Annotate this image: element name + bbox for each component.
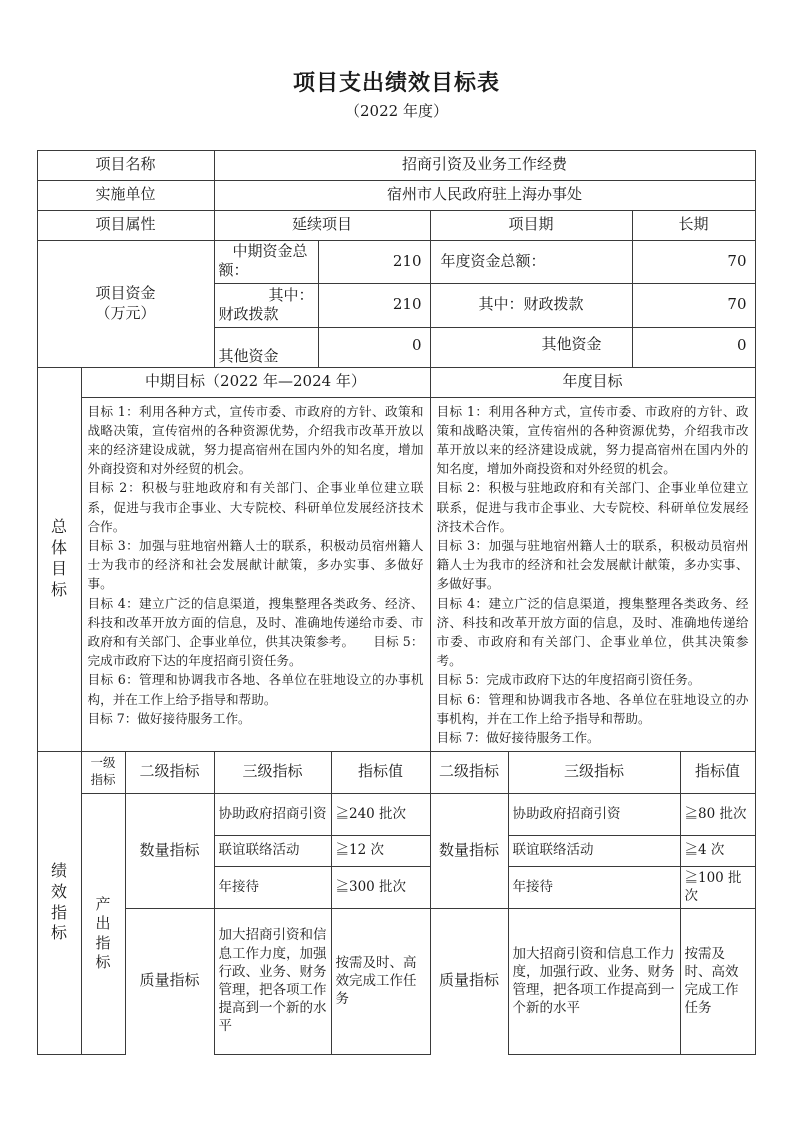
annual-total-label: 年度资金总额：: [430, 240, 633, 284]
mid-goal-item: 目标 7：做好接待服务工作。: [87, 710, 251, 726]
indicators-section-label: [37, 751, 82, 1055]
goals-section-label: [37, 367, 82, 752]
annual-goal-item: 目标 1：利用各种方式，宣传市委、市政府的方针、政策和战略决策，宣传宿州的各种资源优势，介绍我市改革开放以来的经济建设成就，努力提高宿州在国内外的知名度，增加外商投资和对外经贸的机会。: [436, 403, 749, 477]
indicators-label-char: 绩: [50, 860, 67, 880]
funds-label: [37, 240, 215, 368]
output-indicator-label: [81, 793, 126, 1055]
period-value: 长期: [632, 210, 756, 241]
annual-indicator-name: 年接待: [508, 866, 681, 909]
output-label-char: 标: [95, 953, 111, 971]
level1-header-line: 一级: [90, 755, 116, 771]
annual-quality-value: 按需及时、高效完成工作任务: [680, 908, 756, 1055]
mid-value-header: 指标值: [331, 751, 431, 794]
mid-indicator-value: ≧300 批次: [331, 866, 431, 909]
funds-label-line2: （万元）: [95, 303, 156, 322]
annual-indicator-value: ≧100 批次: [680, 866, 756, 909]
annual-goal-item: 目标 7：做好接待服务工作。: [436, 729, 600, 745]
mid-indicator-name: 联谊联络活动: [214, 835, 332, 867]
mid-goal-item: 目标 6：管理和协调我市各地、各单位在驻地设立的办事机构，并在工作上给予指导和帮助。: [87, 672, 424, 707]
mid-goal-item: 目标 3：加强与驻地宿州籍人士的联系，积极动员宿州籍人士为我市的经济和社会发展献计献策，多办实事、多做好事。: [87, 537, 424, 592]
mid-fiscal-value: 210: [318, 283, 431, 328]
annual-goal-item: 目标 3：加强与驻地宿州籍人士的联系，积极动员宿州籍人士为我市的经济和社会发展献计献策，多办实事、多做好事。: [436, 537, 749, 592]
unit-value: 宿州市人民政府驻上海办事处: [214, 180, 756, 211]
attribute-value: 延续项目: [214, 210, 431, 241]
mid-level2-header: 二级指标: [125, 751, 215, 794]
annual-quality-name: 加大招商引资和信息工作力度，加强行政、业务、财务管理，把各项工作提高到一个新的水平: [508, 908, 681, 1055]
indicators-label-char: 效: [50, 881, 67, 901]
project-name-value: 招商引资及业务工作经费: [214, 150, 756, 181]
annual-level2-header: 二级指标: [430, 751, 509, 794]
goals-label-char: 目: [50, 559, 67, 578]
mid-other-value: 0: [318, 327, 431, 368]
mid-level3-header: 三级指标: [214, 751, 332, 794]
annual-indicator-name: 联谊联络活动: [508, 835, 681, 867]
mid-goal-item: 目标 1：利用各种方式，宣传市委、市政府的方针、政策和战略决策，宣传宿州的各种资源优势，介绍我市改革开放以来的经济建设成就，努力提高宿州在国内外的知名度，增加外商投资和对外经贸的机会。: [87, 403, 424, 477]
funds-label-line1: 项目资金: [95, 284, 156, 302]
mid-goal-item: 目标 2：积极与驻地政府和有关部门、企事业单位建立联系，促进与我市企事业、大专院校、科研单位发展经济技术合作。: [87, 480, 424, 534]
annual-indicator-name: 协助政府招商引资: [508, 793, 681, 836]
period-label: 项目期: [430, 210, 633, 241]
indicators-label-char: 指: [50, 902, 67, 922]
mid-total-label-text: 中期资金总额：: [218, 241, 308, 279]
goals-label-char: 体: [50, 538, 67, 558]
page-subtitle-year: （2022 年度）: [345, 102, 448, 120]
goals-label-char: 总: [50, 517, 67, 537]
annual-indicator-value: ≧80 批次: [680, 793, 756, 836]
mid-quality-value: 按需及时、高效完成工作任务: [331, 908, 431, 1055]
mid-total-value: 210: [318, 240, 431, 284]
annual-total-value: 70: [632, 240, 756, 284]
indicators-label-char: 标: [50, 923, 67, 943]
output-label-char: 指: [95, 933, 111, 952]
mid-indicator-value: ≧240 批次: [331, 793, 431, 836]
mid-total-label: [214, 240, 319, 284]
level1-header-line: 指标: [90, 772, 116, 787]
level1-header: [81, 751, 126, 794]
unit-label: 实施单位: [37, 180, 215, 211]
annual-goal-item: 目标 2：积极与驻地政府和有关部门、企事业单位建立联系，促进与我市企事业、大专院校、科研单位发展经济技术合作。: [436, 480, 749, 534]
annual-level3-header: 三级指标: [508, 751, 681, 794]
mid-goals-text: [81, 397, 431, 752]
annual-goal-item: 目标 6：管理和协调我市各地、各单位在驻地设立的办事机构，并在工作上给予指导和帮助。: [436, 691, 749, 726]
annual-other-label: 其他资金: [430, 327, 633, 368]
mid-fiscal-label: [214, 283, 319, 328]
mid-fiscal-label-1: 其中：: [268, 285, 314, 304]
mid-fiscal-label-2: 财政拨款: [218, 305, 279, 323]
annual-fiscal-value: 70: [632, 283, 756, 328]
annual-quantity-label: 数量指标: [430, 793, 509, 909]
mid-indicator-name: 协助政府招商引资: [214, 793, 332, 836]
annual-goal-item: 目标 5：完成市政府下达的年度招商引资任务。: [436, 672, 701, 688]
annual-goals-text: [430, 397, 756, 752]
output-label-char: 产: [95, 894, 111, 913]
project-name-label: 项目名称: [37, 150, 215, 181]
mid-indicator-name: 年接待: [214, 866, 332, 909]
annual-quality-label: 质量指标: [430, 908, 509, 1055]
page-title: 项目支出绩效目标表: [292, 71, 500, 96]
annual-fiscal-label: 其中：财政拨款: [430, 283, 633, 328]
goals-label-char: 标: [50, 579, 67, 599]
annual-goals-header: 年度目标: [430, 367, 756, 398]
annual-goal-item: 目标 4：建立广泛的信息渠道，搜集整理各类政务、经济、科技和改革开放方面的信息，及时、准确地传递给市委、市政府和有关部门、企事业单位，供其决策参考。: [436, 595, 749, 669]
mid-quality-label: 质量指标: [125, 908, 215, 1055]
output-label-char: 出: [95, 914, 111, 932]
mid-quality-name: 加大招商引资和信息工作力度，加强行政、业务、财务管理，把各项工作提高到一个新的水平: [214, 908, 332, 1055]
annual-indicator-value: ≧4 次: [680, 835, 756, 867]
mid-other-label: 其他资金: [214, 327, 319, 368]
mid-indicator-value: ≧12 次: [331, 835, 431, 867]
annual-value-header: 指标值: [680, 751, 756, 794]
mid-quantity-label: 数量指标: [125, 793, 215, 909]
mid-goal-item: 目标 4：建立广泛的信息渠道，搜集整理各类政务、经济、科技和改革开放方面的信息，及时、准确地传递给市委、市政府和有关部门、企事业单位，供其决策参考。 目标 5：完成市政府下达的年度招商引资任务。: [87, 595, 424, 669]
annual-other-value: 0: [632, 327, 756, 368]
attribute-label: 项目属性: [37, 210, 215, 241]
mid-goals-header: 中期目标（2022 年—2024 年）: [81, 367, 431, 398]
